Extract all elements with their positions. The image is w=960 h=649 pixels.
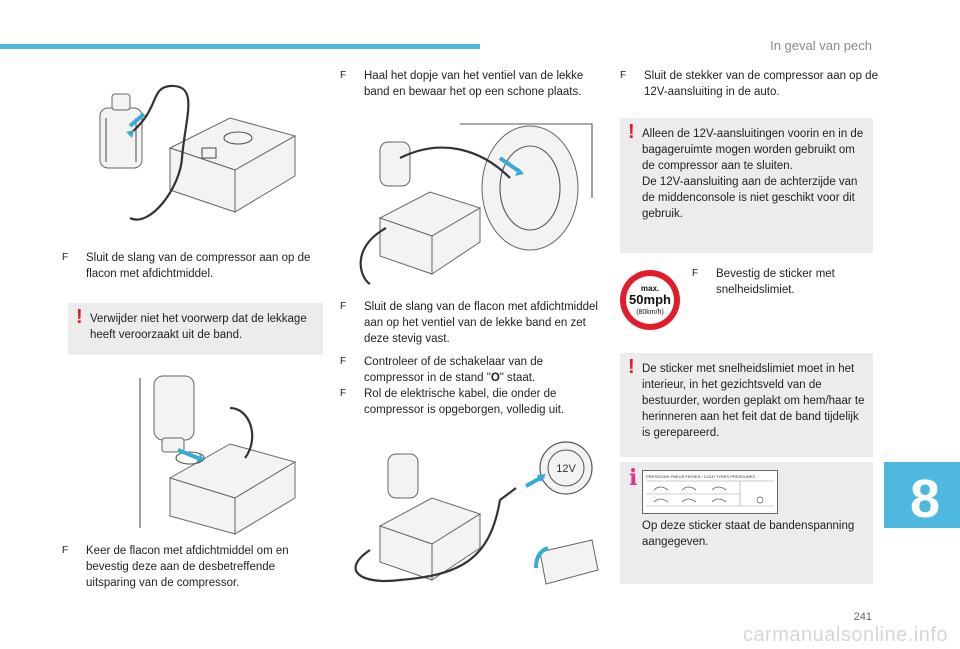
warning-box-sticker: ! De sticker met snelheidslimiet moet in het interieur, in het gezichtsveld van de bestuurder, worden geplakt om hem/haar te herinneren aan het feit dat de band tijdelijk is gerepareerd.: [620, 353, 873, 457]
arrow-bullet-icon: F: [340, 356, 347, 367]
arrow-bullet-icon: F: [340, 388, 347, 399]
step-connect-hose-bottle: F Sluit de slang van de compressor aan op de flacon met afdichtmiddel.: [62, 252, 311, 280]
arrow-bullet-icon: F: [692, 268, 699, 279]
illustration-hose-to-valve: [340, 118, 600, 288]
step-unroll-cable: F Rol de elektrische kabel, die onder de compressor is opgeborgen, volledig uit.: [340, 388, 565, 416]
warning-box-sockets: ! Alleen de 12V-aansluitingen voorin en in de bagageruimte mogen worden gebruikt om de compressor aan te sluiten. De 12V-aansluiting aan de achterzijde van de middenconsole is niet geschikt voor dit gebruik.: [620, 118, 873, 253]
warning-box-object: ! Verwijder niet het voorwerp dat de lekkage heeft veroorzaakt uit de band.: [68, 303, 323, 355]
illustration-bottle-inverted: [120, 368, 300, 538]
exclamation-icon: !: [628, 356, 635, 378]
arrow-bullet-icon: F: [62, 252, 69, 263]
step-plug-into-socket: F Sluit de stekker van de compressor aan op de 12V-aansluiting in de auto.: [620, 70, 878, 98]
illustration-hose-to-bottle: [90, 78, 310, 238]
svg-text:max.: max.: [640, 284, 660, 293]
socket-label: 12V: [556, 463, 576, 475]
section-title: In geval van pech: [770, 38, 872, 53]
svg-text:PRESSIONS PNEUS FROIDS / COLD: PRESSIONS PNEUS FROIDS / COLD TYRES PRESSURES: [646, 474, 756, 479]
svg-text:50mph: 50mph: [629, 292, 671, 307]
step-attach-sticker: F Bevestig de sticker met snelheidslimiet.: [692, 268, 835, 296]
accent-bar: [0, 44, 480, 49]
step-connect-hose-valve: F Sluit de slang van de flacon met afdichtmiddel aan op het ventiel van de lekke band en zet deze stevig vast.: [340, 301, 598, 345]
arrow-bullet-icon: F: [62, 545, 69, 556]
info-box-tyre-pressure: i PRESSIONS PNEUS FROIDS / COLD TYRES PRESSURES Op deze sticker staat de bandenspanning aangegeven.: [620, 462, 873, 584]
step-remove-valve-cap: F Haal het dopje van het ventiel van de lekke band en bewaar het op een schone plaats.: [340, 70, 584, 98]
arrow-bullet-icon: F: [620, 70, 627, 81]
speed-limit-sticker: [618, 268, 682, 332]
page-number: 241: [853, 611, 872, 623]
illustration-cable-to-socket: [340, 440, 602, 590]
step-invert-bottle: F Keer de flacon met afdichtmiddel om en bevestig deze aan de desbetreffende uitsparing van de compressor.: [62, 545, 289, 589]
chapter-number: 8: [909, 469, 940, 529]
tyre-pressure-label: [642, 470, 778, 514]
arrow-bullet-icon: F: [340, 301, 347, 312]
switch-position: O: [490, 372, 500, 384]
exclamation-icon: !: [628, 121, 635, 143]
svg-text:(80km/h): (80km/h): [636, 309, 664, 316]
arrow-bullet-icon: F: [340, 70, 347, 81]
exclamation-icon: !: [76, 306, 83, 328]
step-check-switch: F Controleer of de schakelaar van de compressor in de stand "O" staat.: [340, 356, 543, 384]
info-icon: i: [629, 465, 638, 491]
watermark: carmanualsonline.info: [742, 624, 948, 646]
